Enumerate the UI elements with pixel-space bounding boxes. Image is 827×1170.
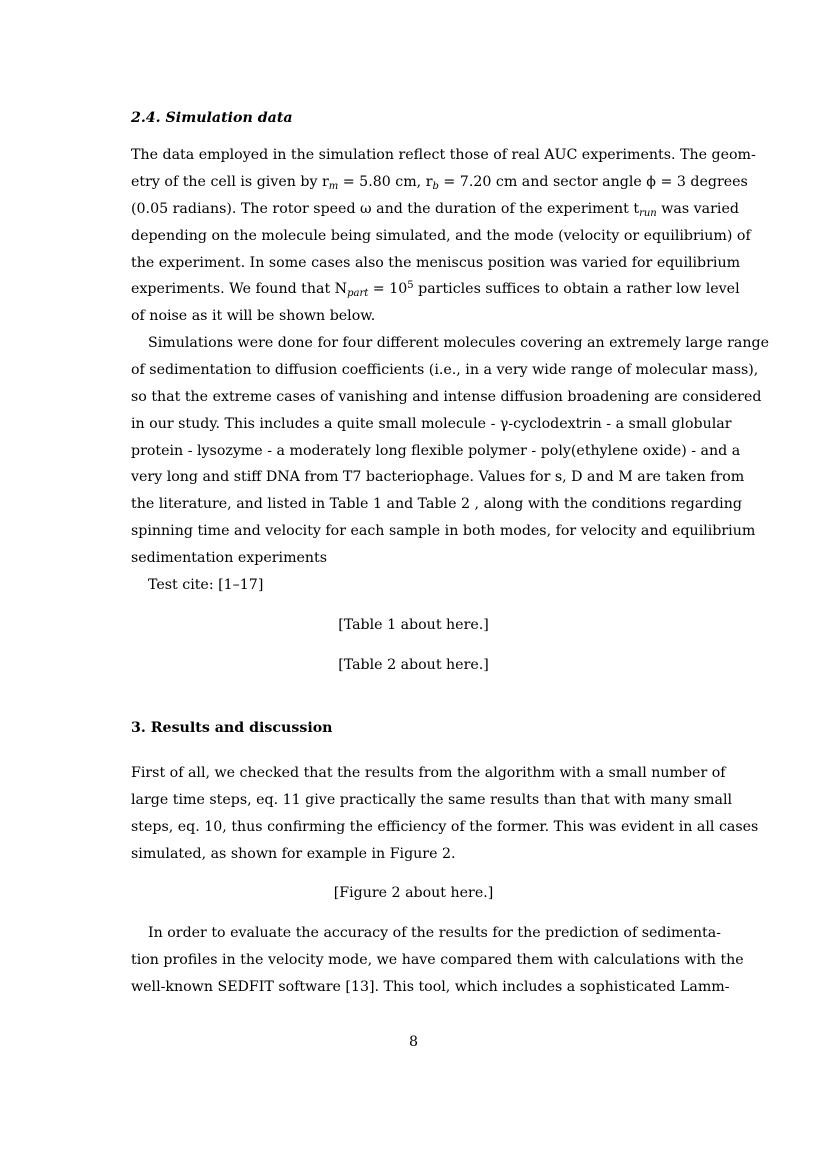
text-line: of sedimentation to diffusion coefficients (i.e., in a very wide range of molecular mass), <box>131 361 759 378</box>
page-number: 8 <box>408 1034 419 1050</box>
text-line: in our study. This includes a quite small molecule - γ-cyclodextrin - a small globular <box>131 415 732 432</box>
test-cite-line: Test cite: [1–17] <box>148 577 264 594</box>
text-line: Simulations were done for four different molecules covering an extremely large range <box>148 335 769 351</box>
paragraph-simulation-data <box>131 142 756 330</box>
table-1-placeholder: [Table 1 about here.] <box>338 617 489 633</box>
section-title: 2.4. Simulation data <box>131 110 293 126</box>
section-title: 3. Results and discussion <box>131 720 333 736</box>
text-line: so that the extreme cases of vanishing and intense diffusion broadening are considered <box>131 388 762 405</box>
text-line: depending on the molecule being simulated, and the mode (velocity or equilibrium) of <box>131 227 751 244</box>
text-line: steps, eq. 10, thus confirming the efficiency of the former. This was evident in all cases <box>131 818 759 835</box>
text-line: experiments. We found that $N_{part} = 10^5$ particles suffices to obtain a rather low level <box>131 280 740 300</box>
paragraph-results <box>131 760 759 868</box>
text-line: very long and stiff DNA from T7 bacteriophage. Values for s, D and M are taken from <box>131 469 745 486</box>
text-line: tion profiles in the velocity mode, we have compared them with calculations with the <box>131 951 744 968</box>
text-line: The data employed in the simulation reflect those of real AUC experiments. The geom- <box>131 147 756 163</box>
section-heading-3 <box>131 715 696 742</box>
figure-2-placeholder: [Figure 2 about here.] <box>333 885 494 901</box>
text-line: the experiment. In some cases also the meniscus position was varied for equilibrium <box>131 254 741 271</box>
text-line: In order to evaluate the accuracy of the results for the prediction of sedimenta- <box>148 925 721 941</box>
text-line: sedimentation experiments <box>131 550 328 567</box>
text-line: the literature, and listed in Table 1 and Table 2 , along with the conditions regarding <box>131 496 742 513</box>
text-line: spinning time and velocity for each sample in both modes, for velocity and equilibrium <box>131 523 756 540</box>
table-2-placeholder: [Table 2 about here.] <box>338 657 489 673</box>
text-line: protein - lysozyme - a moderately long flexible polymer - poly(ethylene oxide) - and a <box>131 442 741 459</box>
text-line: well-known SEDFIT software [13]. This tool, which includes a sophisticated Lamm- <box>131 978 730 995</box>
text-line: simulated, as shown for example in Figure 2. <box>131 845 456 862</box>
paragraph-molecules <box>131 330 769 599</box>
text-line: large time steps, eq. 11 give practically the same results than that with many small <box>131 791 733 808</box>
text-line: First of all, we checked that the results from the algorithm with a small number of <box>131 765 726 781</box>
text-line: (0.05 radians). The rotor speed ω and the duration of the experiment $t_{run}$ was varied <box>131 200 739 219</box>
text-line: of noise as it will be shown below. <box>131 308 376 325</box>
section-heading-2-4 <box>131 105 696 132</box>
paragraph-accuracy <box>131 920 744 1001</box>
text-line: etry of the cell is given by $r_m = 5.80$ cm, $r_b = 7.20$ cm and sector angle ϕ = 3 degrees <box>131 173 748 192</box>
